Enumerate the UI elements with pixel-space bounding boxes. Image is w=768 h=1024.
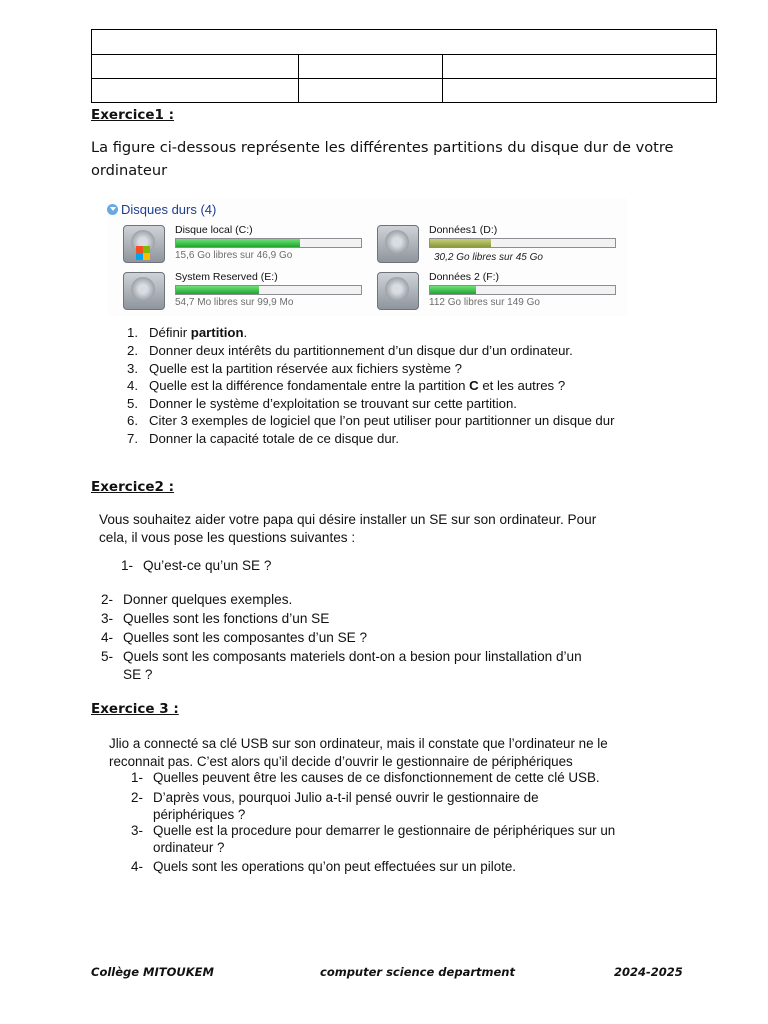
- drive-free-space: 15,6 Go libres sur 46,9 Go: [175, 250, 293, 261]
- question-number: 5-: [101, 649, 114, 664]
- drive-name: Disque local (C:): [175, 224, 253, 236]
- header-table-cell: [299, 55, 443, 79]
- question-bold-term: C: [469, 378, 479, 393]
- footer-year: 2024-2025: [614, 965, 683, 979]
- header-table-cell: [443, 79, 717, 103]
- exercise3-title: Exercice 3 :: [91, 701, 179, 717]
- question-item: [101, 611, 329, 626]
- drive-usage-fill: [176, 286, 259, 294]
- question-text: Donner la capacité totale de ce disque dur.: [149, 431, 399, 446]
- question-bold-term: partition: [190, 325, 244, 340]
- header-table-cell: [443, 55, 717, 79]
- question-item: [131, 859, 516, 874]
- exercise3-intro-line: Jlio a connecté sa clé USB sur son ordinateur, mais il constate que l’ordinateur ne le: [109, 736, 608, 751]
- question-item: [127, 431, 399, 446]
- footer-school: Collège MITOUKEM: [91, 965, 214, 979]
- question-text: Quelle est la partition réservée aux fichiers système ?: [149, 361, 462, 376]
- question-item: [127, 396, 517, 411]
- header-table: [91, 29, 717, 103]
- exercise2-title: Exercice2 :: [91, 479, 175, 495]
- header-table-cell: [92, 30, 717, 55]
- hdd-icon: [123, 272, 165, 310]
- question-number: 7.: [127, 431, 138, 446]
- question-item: [131, 790, 539, 805]
- question-number: 2-: [101, 592, 114, 607]
- question-text: Quels sont les composants materiels dont-on a besion pour linstallation d’un: [123, 649, 582, 664]
- question-number: 3-: [101, 611, 114, 626]
- question-text: Quelle est la procedure pour demarrer le gestionnaire de périphériques sur un: [153, 823, 616, 838]
- drive-usage-bar: [175, 238, 362, 248]
- drive-free-space: 30,2 Go libres sur 45 Go: [434, 252, 543, 263]
- question-text: Qu’est-ce qu’un SE ?: [143, 558, 272, 573]
- hdd-icon: [377, 272, 419, 310]
- question-item: [127, 343, 573, 358]
- question-item-continuation: périphériques ?: [153, 807, 246, 822]
- question-text: Quelle est la différence fondamentale entre la partition: [149, 378, 470, 393]
- exercise2-intro-line: Vous souhaitez aider votre papa qui désire installer un SE sur son ordinateur. Pour: [99, 512, 597, 527]
- question-text: Définir: [149, 325, 191, 340]
- drive-free-space: 112 Go libres sur 149 Go: [429, 297, 540, 308]
- exercise2-intro-line: cela, il vous pose les questions suivantes :: [99, 530, 356, 545]
- question-number: 4.: [127, 378, 138, 393]
- question-item: [131, 823, 615, 838]
- disk-group-header: [107, 202, 216, 217]
- drive-name: System Reserved (E:): [175, 271, 278, 283]
- question-number: 3.: [127, 361, 138, 376]
- question-item-continuation: ordinateur ?: [153, 840, 225, 855]
- exercise2-intro: [99, 511, 596, 547]
- exercise3-intro: [109, 735, 608, 771]
- question-item: [121, 558, 271, 573]
- exercise1-intro-line: La figure ci-dessous représente les différentes partitions du disque dur de votre: [91, 139, 674, 156]
- question-number: 5.: [127, 396, 138, 411]
- hdd-icon: [377, 225, 419, 263]
- question-item-continuation: SE ?: [123, 667, 153, 682]
- drive-usage-bar: [429, 285, 616, 295]
- question-text: Donner le système d’exploitation se trouvant sur cette partition.: [149, 396, 517, 411]
- question-text: Donner quelques exemples.: [123, 592, 293, 607]
- question-text: Quels sont les operations qu’on peut effectuées sur un pilote.: [153, 859, 517, 874]
- question-text: Quelles sont les fonctions d’un SE: [123, 611, 330, 626]
- question-item: [101, 649, 582, 664]
- drive-name: Données 2 (F:): [429, 271, 500, 283]
- collapse-icon: [107, 204, 118, 215]
- drive-usage-fill: [430, 239, 491, 247]
- question-item: [101, 592, 292, 607]
- question-item: [127, 413, 615, 428]
- question-number: 2.: [127, 343, 138, 358]
- question-item: [127, 378, 565, 393]
- header-table-cell: [299, 79, 443, 103]
- question-text: et les autres ?: [478, 378, 566, 393]
- question-number: 3-: [131, 823, 143, 838]
- question-number: 6.: [127, 413, 138, 428]
- exercise3-intro-line: reconnait pas. C’est alors qu’il decide d’ouvrir le gestionnaire de périphériques: [109, 754, 573, 769]
- question-number: 2-: [131, 790, 143, 805]
- question-item: [127, 361, 462, 376]
- question-number: 1.: [127, 325, 138, 340]
- question-text: Donner deux intérêts du partitionnement d’un disque dur d’un ordinateur.: [149, 343, 573, 358]
- question-number: 1-: [121, 558, 134, 573]
- question-item: [127, 325, 247, 340]
- footer-department: computer science department: [320, 965, 515, 979]
- question-text: Quelles sont les composantes d’un SE ?: [123, 630, 368, 645]
- question-text: Quelles peuvent être les causes de ce disfonctionnement de cette clé USB.: [153, 770, 600, 785]
- question-text: D’après vous, pourquoi Julio a-t-il pensé ouvrir le gestionnaire de: [153, 790, 539, 805]
- drive-name: Données1 (D:): [429, 224, 498, 236]
- question-text: Citer 3 exemples de logiciel que l’on peut utiliser pour partitionner un disque dur: [149, 413, 615, 428]
- exercise1-intro-line: ordinateur: [91, 162, 168, 179]
- question-number: 4-: [131, 859, 143, 874]
- exercise1-title: Exercice1 :: [91, 107, 175, 123]
- question-item: [131, 770, 600, 785]
- header-table-cell: [92, 79, 299, 103]
- hdd-windows-icon: [123, 225, 165, 263]
- question-item: [101, 630, 367, 645]
- question-text: .: [243, 325, 248, 340]
- drive-usage-bar: [429, 238, 616, 248]
- exercise1-intro: [91, 136, 711, 182]
- question-number: 1-: [131, 770, 143, 785]
- header-table-cell: [92, 55, 299, 79]
- question-number: 4-: [101, 630, 114, 645]
- drive-usage-bar: [175, 285, 362, 295]
- windows-logo-icon: [136, 246, 150, 260]
- drive-free-space: 54,7 Mo libres sur 99,9 Mo: [175, 297, 294, 308]
- drive-usage-fill: [176, 239, 300, 247]
- drive-usage-fill: [430, 286, 476, 294]
- disk-group-label: Disques durs (4): [121, 202, 217, 217]
- disk-partitions-figure: [107, 198, 627, 316]
